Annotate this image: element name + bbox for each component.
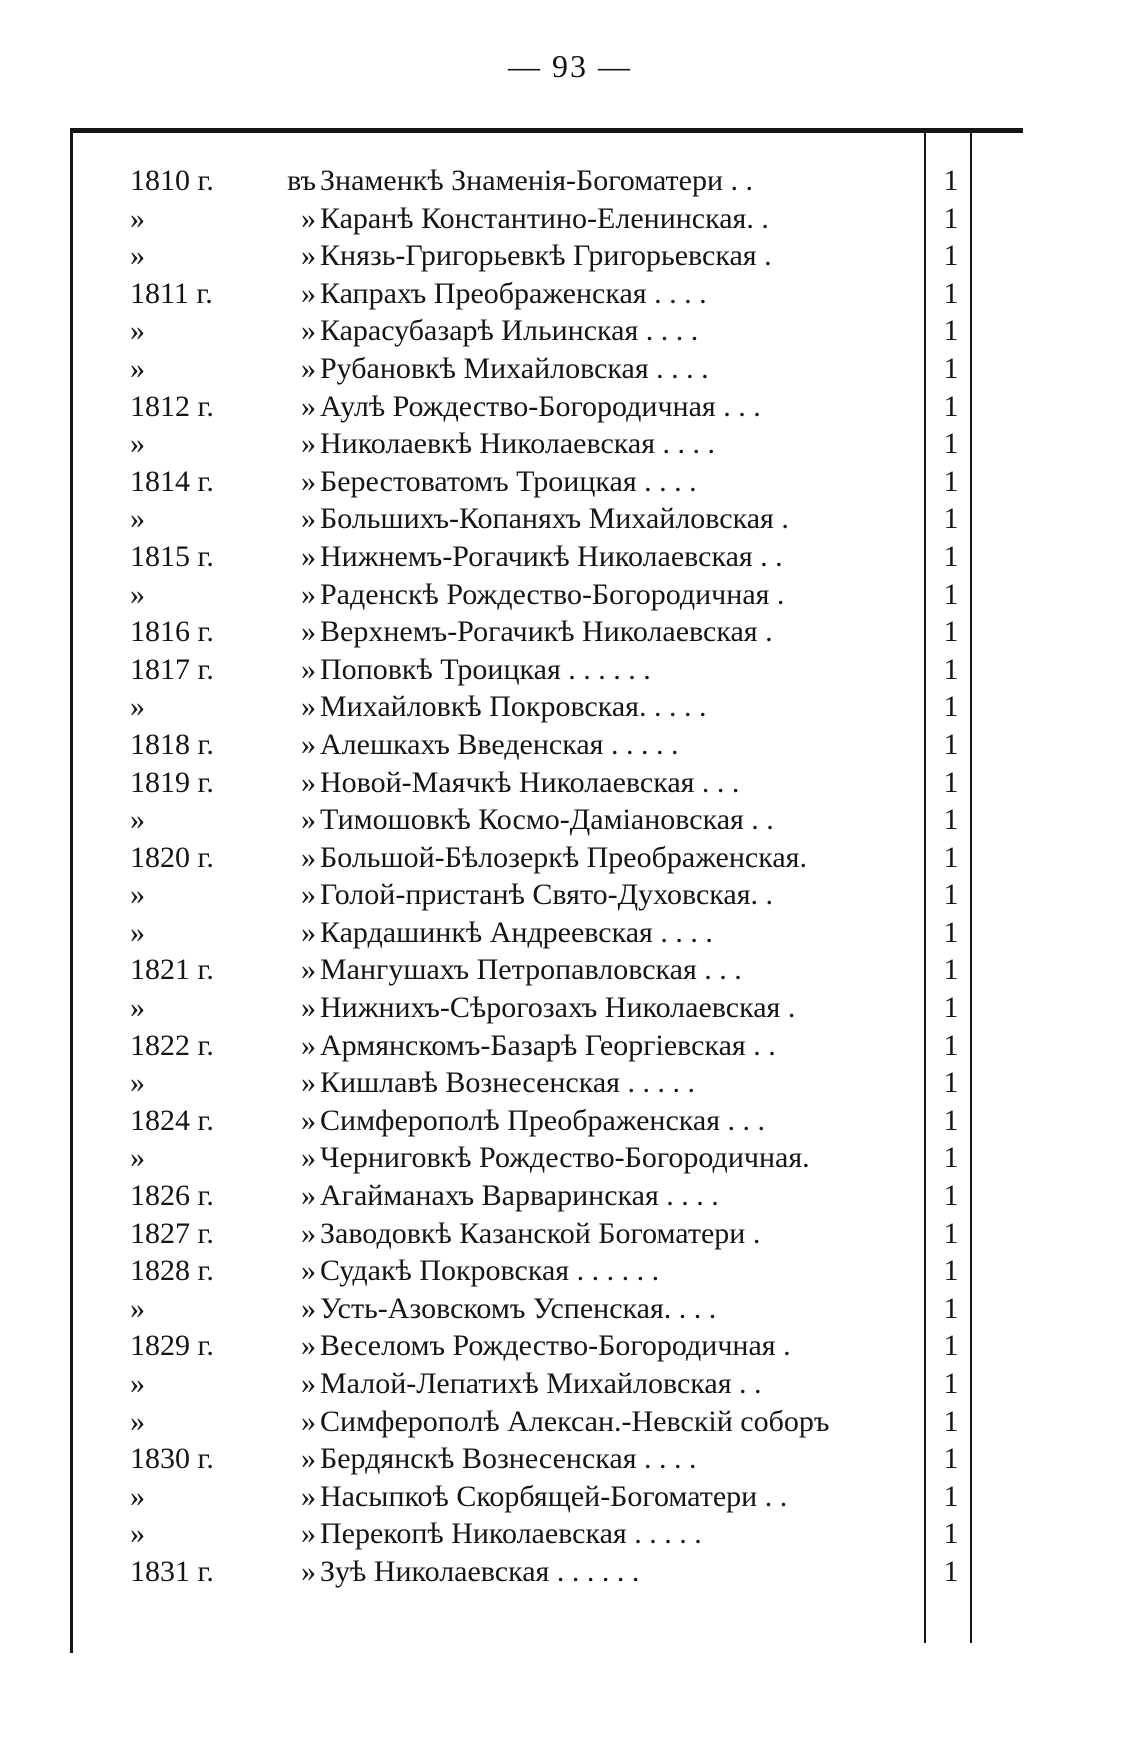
entry-year: »	[130, 351, 145, 385]
entry-year: »	[130, 1291, 145, 1325]
list-item	[0, 839, 1140, 877]
entry-year: »	[130, 1517, 145, 1551]
list-item	[0, 425, 1140, 463]
entry-description: Бердянскѣ Вознесенская . . . .	[320, 1442, 697, 1476]
entry-preposition: »	[301, 803, 316, 837]
entry-description: Агайманахъ Варваринская . . . .	[320, 1179, 719, 1213]
entry-year: 1824 г.	[130, 1103, 214, 1137]
list-item	[0, 801, 1140, 839]
entry-count: 1	[943, 1517, 959, 1551]
entry-year: »	[130, 314, 145, 348]
list-item	[0, 576, 1140, 614]
entry-count: 1	[943, 1554, 959, 1588]
entry-count: 1	[943, 389, 959, 423]
entry-description: Нижнемъ-Рогачикѣ Николаевская . .	[320, 539, 783, 573]
entry-preposition: »	[301, 577, 316, 611]
list-item	[0, 1064, 1140, 1102]
entry-preposition: »	[301, 1479, 316, 1513]
entry-year: 1820 г.	[130, 840, 214, 874]
page-number: — 93 —	[508, 48, 632, 84]
list-item	[0, 1290, 1140, 1328]
entry-year: »	[130, 690, 145, 724]
entry-count: 1	[943, 1216, 959, 1250]
entry-description: Судакѣ Покровская . . . . . .	[320, 1254, 660, 1288]
entry-preposition: »	[301, 765, 316, 799]
entry-preposition: »	[301, 652, 316, 686]
entry-year: 1811 г.	[130, 276, 213, 310]
entry-preposition: »	[301, 690, 316, 724]
entry-preposition: »	[301, 464, 316, 498]
entry-count: 1	[943, 727, 959, 761]
entry-count: 1	[943, 1028, 959, 1062]
list-item	[0, 162, 1140, 200]
entry-description: Перекопѣ Николаевская . . . . .	[320, 1517, 702, 1551]
entry-description: Каранѣ Константино-Еленинская. .	[320, 201, 769, 235]
list-item	[0, 237, 1140, 275]
entry-description: Новой-Маячкѣ Николаевская . . .	[320, 765, 740, 799]
entry-preposition: »	[301, 1291, 316, 1325]
entry-description: Тимошовкѣ Космо-Даміановская . .	[320, 803, 774, 837]
entry-year: »	[130, 239, 145, 273]
entry-year: »	[130, 1479, 145, 1513]
entry-year: 1821 г.	[130, 953, 214, 987]
entry-year: 1822 г.	[130, 1028, 214, 1062]
entry-preposition: »	[301, 991, 316, 1025]
entry-description: Капрахъ Преображенская . . . .	[320, 276, 707, 310]
entry-count: 1	[943, 1329, 959, 1363]
entry-year: 1828 г.	[130, 1254, 214, 1288]
entry-description: Армянскомъ-Базарѣ Георгіевская . .	[320, 1028, 776, 1062]
entry-count: 1	[943, 878, 959, 912]
entry-preposition: »	[301, 1254, 316, 1288]
entry-count: 1	[943, 276, 959, 310]
entry-year: 1810 г.	[130, 164, 214, 197]
entry-count: 1	[943, 577, 959, 611]
entry-description: Кардашинкѣ Андреевская . . . .	[320, 915, 713, 949]
list-item	[0, 1478, 1140, 1516]
list-item	[0, 388, 1140, 426]
entry-description: Михайловкѣ Покровская. . . . .	[320, 690, 707, 724]
church-list	[0, 162, 1140, 1591]
entry-year: 1812 г.	[130, 389, 214, 423]
entry-description: Знаменкѣ Знаменія-Богоматери . .	[320, 164, 754, 197]
list-item	[0, 538, 1140, 576]
entry-count: 1	[943, 1479, 959, 1513]
entry-year: 1826 г.	[130, 1179, 214, 1213]
list-item	[0, 312, 1140, 350]
list-item	[0, 1403, 1140, 1441]
entry-preposition: »	[301, 1404, 316, 1438]
entry-year: »	[130, 991, 145, 1025]
entry-count: 1	[943, 201, 959, 235]
list-item	[0, 688, 1140, 726]
entry-count: 1	[943, 1141, 959, 1175]
list-item	[0, 1515, 1140, 1553]
list-item	[0, 726, 1140, 764]
entry-count: 1	[943, 803, 959, 837]
entry-year: 1814 г.	[130, 464, 214, 498]
entry-preposition: »	[301, 915, 316, 949]
entry-year: »	[130, 878, 145, 912]
entry-description: Аулѣ Рождество-Богородичная . . .	[320, 389, 761, 423]
entry-count: 1	[943, 1404, 959, 1438]
entry-preposition: »	[301, 201, 316, 235]
entry-count: 1	[943, 539, 959, 573]
entry-description: Николаевкѣ Николаевская . . . .	[320, 427, 716, 461]
entry-description: Веселомъ Рождество-Богородичная .	[320, 1329, 791, 1363]
entry-count: 1	[943, 652, 959, 686]
list-item	[0, 764, 1140, 802]
entry-preposition: »	[301, 427, 316, 461]
list-item	[0, 1139, 1140, 1177]
entry-year: »	[130, 1066, 145, 1100]
entry-count: 1	[943, 991, 959, 1025]
list-item	[0, 1365, 1140, 1403]
list-item	[0, 463, 1140, 501]
entry-count: 1	[943, 915, 959, 949]
list-item	[0, 1553, 1140, 1591]
entry-preposition: »	[301, 1554, 316, 1588]
entry-preposition: »	[301, 351, 316, 385]
entry-count: 1	[943, 1291, 959, 1325]
entry-year: 1819 г.	[130, 765, 214, 799]
entry-year: 1831 г.	[130, 1554, 214, 1588]
entry-preposition: »	[301, 727, 316, 761]
list-item	[0, 500, 1140, 538]
entry-preposition: »	[301, 953, 316, 987]
entry-description: Мангушахъ Петропавловская . . .	[320, 953, 742, 987]
list-item	[0, 1327, 1140, 1365]
entry-description: Малой-Лепатихѣ Михайловская . .	[320, 1367, 762, 1400]
entry-description: Насыпкоѣ Скорбящей-Богоматери . .	[320, 1479, 788, 1513]
entry-year: »	[130, 1141, 145, 1175]
entry-preposition: »	[301, 878, 316, 912]
entry-count: 1	[943, 1066, 959, 1100]
entry-description: Рубановкѣ Михайловская . . . .	[320, 351, 709, 385]
entry-preposition: »	[301, 539, 316, 573]
entry-description: Поповкѣ Троицкая . . . . . .	[320, 652, 651, 686]
entry-description: Карасубазарѣ Ильинская . . . .	[320, 314, 699, 348]
entry-description: Верхнемъ-Рогачикѣ Николаевская .	[320, 615, 773, 649]
entry-preposition: »	[301, 840, 316, 874]
entry-year: »	[130, 1367, 145, 1400]
list-item	[0, 1440, 1140, 1478]
entry-count: 1	[943, 427, 959, 461]
entry-description: Симферополѣ Преображенская . . .	[320, 1103, 766, 1137]
entry-description: Князь-Григорьевкѣ Григорьевская .	[320, 239, 772, 273]
list-item	[0, 200, 1140, 238]
entry-description: Алешкахъ Введенская . . . . .	[320, 727, 679, 761]
entry-year: »	[130, 577, 145, 611]
list-item	[0, 1252, 1140, 1290]
entry-count: 1	[943, 765, 959, 799]
list-item	[0, 1102, 1140, 1140]
list-item	[0, 914, 1140, 952]
entry-year: 1818 г.	[130, 727, 214, 761]
entry-count: 1	[943, 1367, 959, 1400]
entry-description: Голой-пристанѣ Свято-Духовская. .	[320, 878, 774, 912]
entry-year: 1829 г.	[130, 1329, 214, 1363]
entry-description: Черниговкѣ Рождество-Богородичная.	[320, 1141, 810, 1175]
list-item	[0, 275, 1140, 313]
entry-preposition: »	[301, 502, 316, 536]
entry-count: 1	[943, 464, 959, 498]
entry-count: 1	[943, 164, 959, 197]
entry-description: Симферополѣ Алексан.-Невскій соборъ	[320, 1404, 830, 1438]
entry-preposition: »	[301, 1179, 316, 1213]
entry-year: »	[130, 427, 145, 461]
list-item	[0, 1177, 1140, 1215]
entry-year: 1827 г.	[130, 1216, 214, 1250]
entry-preposition: »	[301, 239, 316, 273]
entry-preposition: »	[301, 1103, 316, 1137]
entry-description: Заводовкѣ Казанской Богоматери .	[320, 1216, 761, 1250]
entry-description: Берестоватомъ Троицкая . . . .	[320, 464, 697, 498]
entry-preposition: въ	[287, 164, 316, 197]
entry-count: 1	[943, 840, 959, 874]
entry-description: Усть-Азовскомъ Успенская. . . .	[320, 1291, 717, 1325]
entry-preposition: »	[301, 1517, 316, 1551]
entry-count: 1	[943, 1179, 959, 1213]
entry-preposition: »	[301, 1066, 316, 1100]
list-item	[0, 1215, 1140, 1253]
entry-count: 1	[943, 1442, 959, 1476]
list-item	[0, 350, 1140, 388]
entry-year: »	[130, 502, 145, 536]
entry-description: Большихъ-Копаняхъ Михайловская .	[320, 502, 789, 536]
entry-year: »	[130, 201, 145, 235]
entry-description: Кишлавѣ Вознесенская . . . . .	[320, 1066, 695, 1100]
entry-preposition: »	[301, 1028, 316, 1062]
list-item	[0, 951, 1140, 989]
entry-description: Раденскѣ Рождество-Богородичная .	[320, 577, 785, 611]
entry-preposition: »	[301, 389, 316, 423]
entry-year: 1815 г.	[130, 539, 214, 573]
list-item	[0, 989, 1140, 1027]
entry-count: 1	[943, 1254, 959, 1288]
entry-preposition: »	[301, 1216, 316, 1250]
entry-count: 1	[943, 1103, 959, 1137]
entry-year: 1817 г.	[130, 652, 214, 686]
entry-preposition: »	[301, 615, 316, 649]
entry-preposition: »	[301, 276, 316, 310]
entry-year: »	[130, 1404, 145, 1438]
entry-year: 1816 г.	[130, 615, 214, 649]
entry-description: Нижнихъ-Сѣрогозахъ Николаевская .	[320, 991, 796, 1025]
list-item	[0, 1027, 1140, 1065]
entry-preposition: »	[301, 1442, 316, 1476]
entry-year: »	[130, 915, 145, 949]
entry-year: 1830 г.	[130, 1442, 214, 1476]
entry-count: 1	[943, 953, 959, 987]
entry-preposition: »	[301, 1141, 316, 1175]
entry-preposition: »	[301, 1329, 316, 1363]
entry-count: 1	[943, 314, 959, 348]
list-item	[0, 651, 1140, 689]
entry-count: 1	[943, 502, 959, 536]
entry-count: 1	[943, 351, 959, 385]
entry-count: 1	[943, 615, 959, 649]
entry-year: »	[130, 803, 145, 837]
entry-preposition: »	[301, 314, 316, 348]
entry-count: 1	[943, 690, 959, 724]
entry-description: Большой-Бѣлозеркѣ Преображенская.	[320, 840, 807, 874]
entry-count: 1	[943, 239, 959, 273]
list-item	[0, 613, 1140, 651]
entry-description: Зуѣ Николаевская . . . . . .	[320, 1554, 640, 1588]
list-item	[0, 876, 1140, 914]
entry-preposition: »	[301, 1367, 316, 1400]
